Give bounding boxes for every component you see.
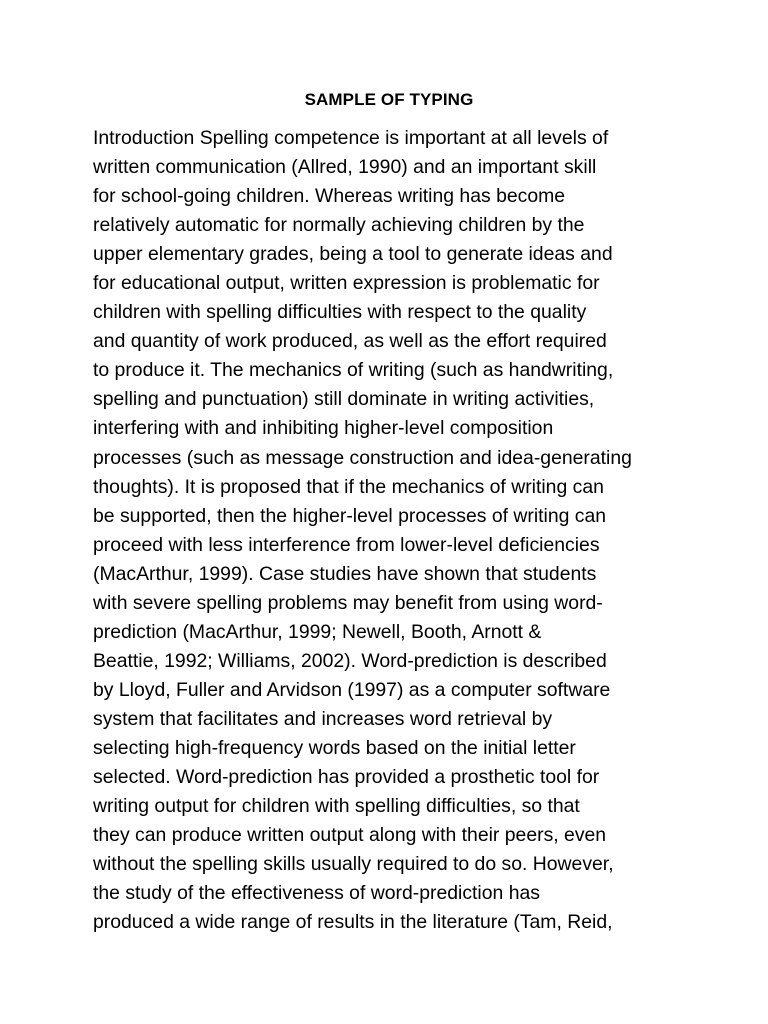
text-line: interfering with and inhibiting higher-level composition [93,417,554,440]
text-line: for school-going children. Whereas writing has become [93,185,566,208]
text-line: proceed with less interference from lower-level deficiencies [93,533,600,556]
text-line: they can produce written output along with their peers, even [93,824,607,847]
text-line: with severe spelling problems may benefit from using word- [93,591,603,614]
text-line: selecting high-frequency words based on the initial letter [93,736,576,759]
text-line: Introduction Spelling competence is important at all levels of [93,127,609,149]
text-line: thoughts). It is proposed that if the mechanics of writing can [93,475,604,498]
text-line: to produce it. The mechanics of writing (such as handwriting, [93,359,614,382]
text-line: without the spelling skills usually required to do so. However, [93,853,614,876]
text-line: children with spelling difficulties with respect to the quality [93,301,587,324]
text-line: produced a wide range of results in the literature (Tam, Reid, [93,911,613,934]
text-line: Beattie, 1992; Williams, 2002). Word-prediction is described [93,649,607,672]
text-line: prediction (MacArthur, 1999; Newell, Booth, Arnott & [93,620,542,643]
text-line: upper elementary grades, being a tool to generate ideas and [93,243,613,266]
text-line: relatively automatic for normally achieving children by the [93,214,585,237]
text-line: (MacArthur, 1999). Case studies have shown that students [93,562,597,585]
text-line: the study of the effectiveness of word-prediction has [93,882,540,905]
text-line: spelling and punctuation) still dominate in writing activities, [93,388,595,411]
text-line: by Lloyd, Fuller and Arvidson (1997) as a computer software [93,678,611,701]
text-line: processes (such as message construction and idea-generating [93,446,632,469]
text-line: selected. Word-prediction has provided a prosthetic tool for [93,766,600,789]
text-line: for educational output, written expression is problematic for [93,272,600,295]
text-line: system that facilitates and increases word retrieval by [93,707,553,730]
text-line: and quantity of work produced, as well as the effort required [93,330,607,353]
page-title: SAMPLE OF TYPING [304,90,474,109]
text-line: be supported, then the higher-level processes of writing can [93,504,607,527]
text-line: written communication (Allred, 1990) and an important skill [93,156,597,179]
body-paragraph [93,124,693,937]
text-line: writing output for children with spelling difficulties, so that [93,795,580,818]
